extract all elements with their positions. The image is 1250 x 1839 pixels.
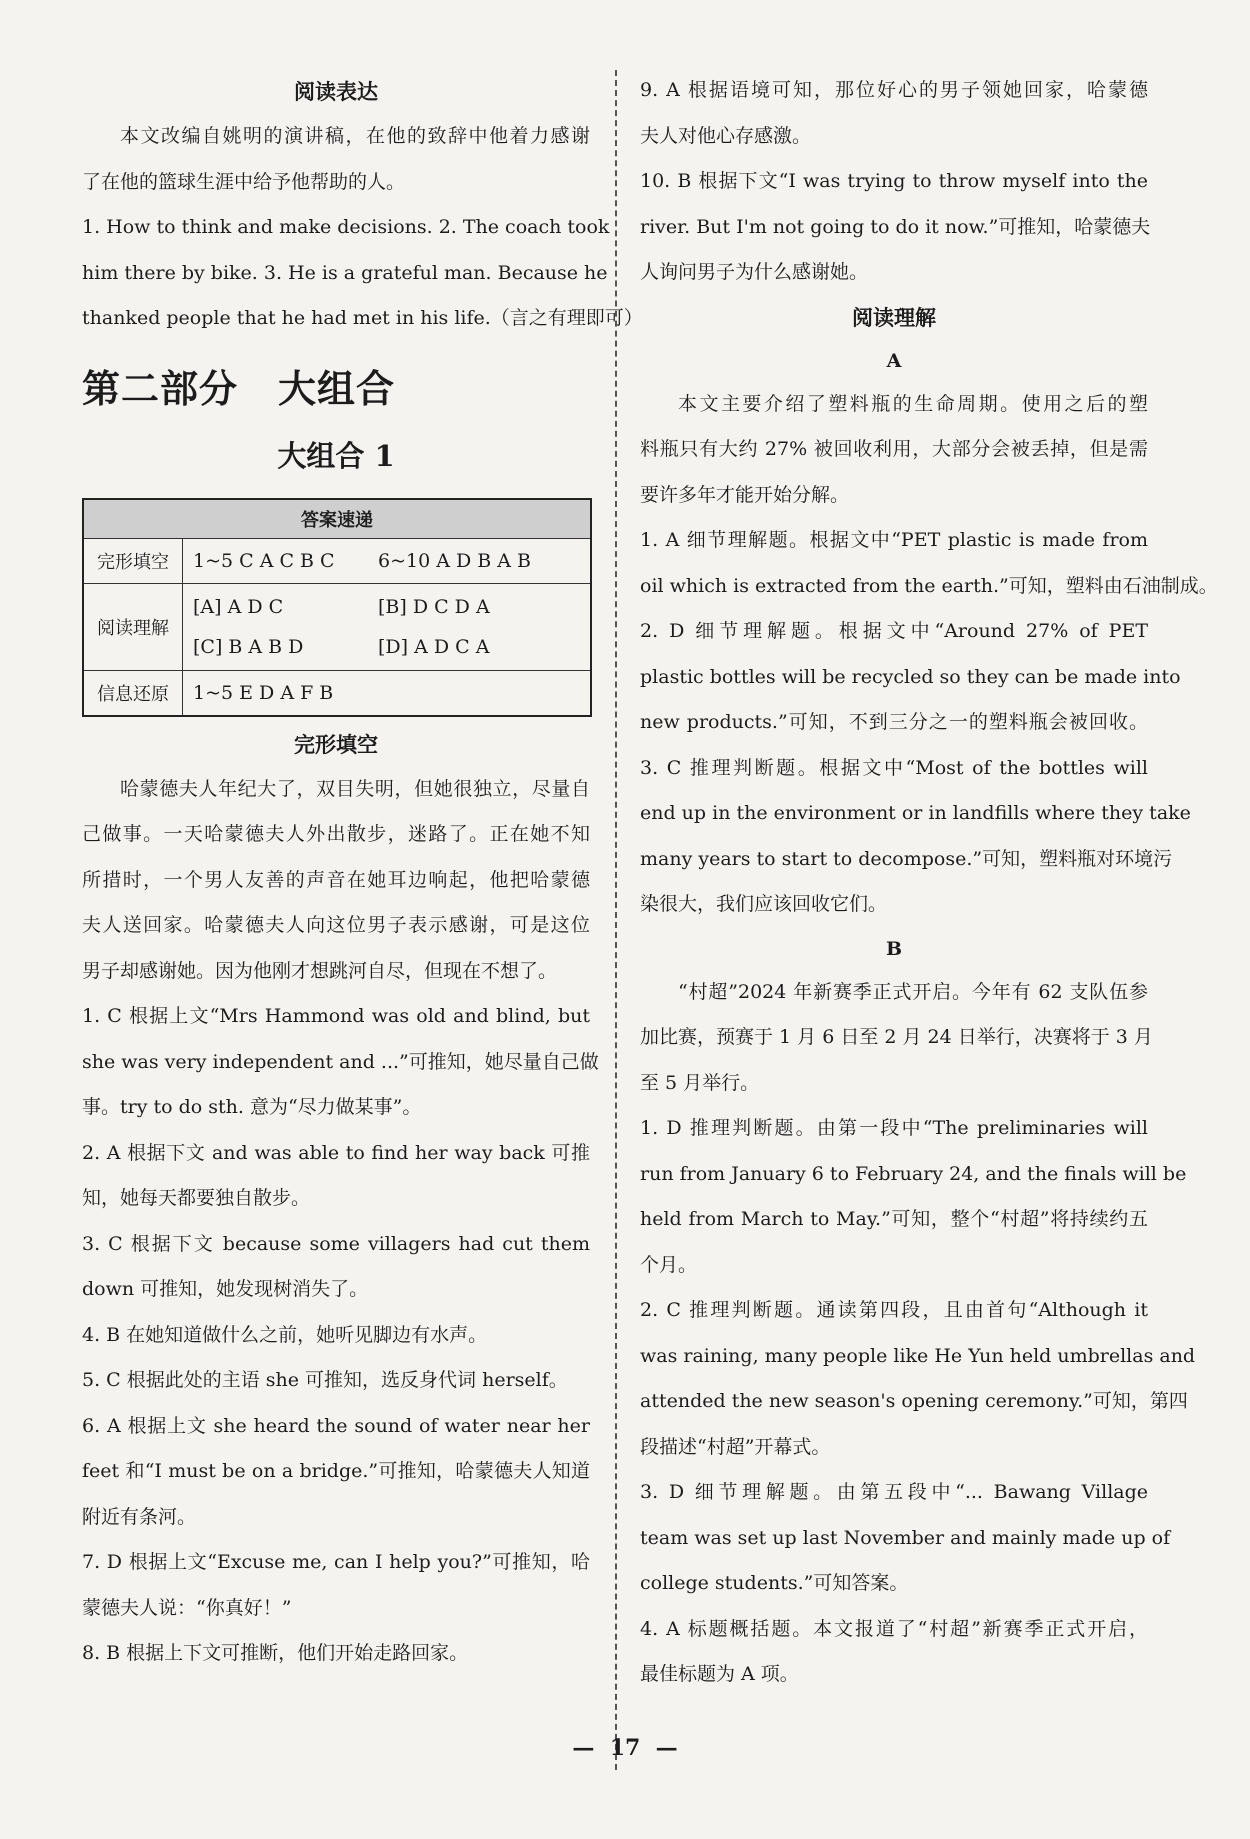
text-line: 本文改编自姚明的演讲稿，在他的致辞中他着力感谢: [120, 125, 590, 147]
text-line: attended the new season's opening ceremony.”可知，第四: [640, 1390, 1188, 1412]
column-divider: [615, 70, 617, 1770]
reading-express-title: 阅读表达: [294, 80, 378, 104]
text-line: team was set up last November and mainly made up of: [640, 1526, 1171, 1549]
text-line: 1. C 根据上文“Mrs Hammond was old and blind, but: [82, 1005, 590, 1027]
text-line: 2. C 推理判断题。通读第四段，且由首句“Although it: [640, 1299, 1148, 1321]
text-line: 段描述“村超”开幕式。: [640, 1435, 831, 1458]
text-line: 1. A 细节理解题。根据文中“PET plastic is made from: [640, 529, 1148, 551]
text-line: 了在他的篮球生涯中给予他帮助的人。: [82, 170, 406, 193]
text-line: him there by bike. 3. He is a grateful man. Because he: [82, 261, 608, 284]
group-title: 大组合 1: [277, 438, 395, 473]
right-column: [640, 70, 1218, 1698]
answer-value: 6~10 A D B A B: [378, 549, 531, 572]
text-line: 至 5 月举行。: [640, 1071, 760, 1094]
answer-value: [A] A D C: [193, 595, 284, 618]
answer-table: [82, 498, 592, 717]
answer-category: 信息还原: [83, 670, 183, 716]
text-line: new products.”可知，不到三分之一的塑料瓶会被回收。: [640, 711, 1148, 733]
reading-express-body: [82, 114, 643, 342]
text-line: run from January 6 to February 24, and the finals will be: [640, 1162, 1187, 1185]
text-line: 9. A 根据语境可知，那位好心的男子领她回家，哈蒙德: [640, 79, 1148, 101]
cloze-title: 完形填空: [294, 732, 378, 757]
answer-value: [D] A D C A: [378, 635, 490, 658]
answer-category: 阅读理解: [83, 583, 183, 670]
text-line: 知，她每天都要独自散步。: [82, 1187, 311, 1209]
text-line: 夫人送回家。哈蒙德夫人向这位男子表示感谢，可是这位: [82, 914, 590, 936]
text-line: 附近有条河。: [82, 1505, 197, 1528]
text-line: 料瓶只有大约 27% 被回收利用，大部分会被丢掉，但是需: [640, 438, 1148, 460]
text-line: 1. How to think and make decisions. 2. The coach took: [82, 216, 610, 238]
text-line: 最佳标题为 A 项。: [640, 1663, 799, 1685]
cloze-continued: [640, 68, 1151, 296]
text-line: 7. D 根据上文“Excuse me, can I help you?”可推知，哈: [82, 1551, 590, 1573]
cloze-body: [82, 767, 599, 1677]
section-b-body: [640, 970, 1196, 1698]
text-line: 染很大，我们应该回收它们。: [640, 893, 888, 915]
text-line: 3. C 根据下文 because some villagers had cut them: [82, 1232, 590, 1255]
text-line: 事。try to do sth. 意为“尽力做某事”。: [82, 1096, 422, 1118]
text-line: end up in the environment or in landfills where they take: [640, 802, 1191, 824]
text-line: 2. D 细节理解题。根据文中“Around 27% of PET: [640, 620, 1148, 642]
answer-value: [C] B A B D: [193, 635, 304, 658]
text-line: 4. B 在她知道做什么之前，她听见脚边有水声。: [82, 1323, 488, 1346]
text-line: 3. C 推理判断题。根据文中“Most of the bottles will: [640, 756, 1148, 779]
text-line: held from March to May.”可知，整个“村超”将持续约五: [640, 1208, 1148, 1230]
text-line: 己做事。一天哈蒙德夫人外出散步，迷路了。正在她不知: [82, 823, 590, 845]
text-line: 所措时，一个男人友善的声音在她耳边响起，他把哈蒙德: [82, 868, 590, 891]
text-line: thanked people that he had met in his life.（言之有理即可）: [82, 307, 643, 329]
text-line: plastic bottles will be recycled so they can be made into: [640, 665, 1181, 688]
text-line: 要许多年才能开始分解。: [640, 483, 850, 506]
text-line: 人询问男子为什么感谢她。: [640, 261, 869, 283]
text-line: feet 和“I must be on a bridge.”可推知，哈蒙德夫人知道: [82, 1460, 590, 1482]
text-line: 5. C 根据此处的主语 she 可推知，选反身代词 herself。: [82, 1369, 568, 1391]
left-column: [82, 70, 643, 1677]
text-line: river. But I'm not going to do it now.”可推知，哈蒙德夫: [640, 215, 1151, 238]
text-line: 10. B 根据下文“I was trying to throw myself into the: [640, 170, 1148, 192]
text-line: 本文主要介绍了塑料瓶的生命周期。使用之后的塑: [678, 392, 1148, 415]
text-line: down 可推知，她发现树消失了。: [82, 1278, 369, 1300]
section-a-body: [640, 382, 1218, 928]
text-line: 6. A 根据上文 she heard the sound of water near her: [82, 1414, 590, 1437]
answer-table-header: 答案速递: [83, 499, 591, 539]
answer-category: 完形填空: [83, 538, 183, 583]
part-title: [82, 356, 590, 422]
text-line: 2. A 根据下文 and was able to find her way back 可推: [82, 1141, 590, 1164]
answer-value: 1~5 E D A F B: [183, 670, 592, 716]
text-line: 1. D 推理判断题。由第一段中“The preliminaries will: [640, 1117, 1148, 1139]
answer-value: [B] D C D A: [378, 595, 490, 618]
text-line: many years to start to decompose.”可知，塑料瓶对环境污: [640, 847, 1173, 870]
text-line: was raining, many people like He Yun held umbrellas and: [640, 1344, 1196, 1367]
text-line: 4. A 标题概括题。本文报道了“村超”新赛季正式开启，: [640, 1617, 1148, 1640]
text-line: she was very independent and ...”可推知，她尽量自己做: [82, 1050, 599, 1073]
text-line: 哈蒙德夫人年纪大了，双目失明，但她很独立，尽量自: [120, 777, 590, 800]
text-line: oil which is extracted from the earth.”可知，塑料由石油制成。: [640, 574, 1218, 597]
text-line: 夫人对他心存感激。: [640, 124, 812, 147]
page-number: — 17 —: [572, 1735, 678, 1761]
text-line: 男子却感谢她。因为他刚才想跳河自尽，但现在不想了。: [82, 959, 558, 982]
section-a-label: A: [886, 349, 902, 372]
text-line: 3. D 细节理解题。由第五段中“... Bawang Village: [640, 1481, 1148, 1503]
part-title-sub: 大组合: [278, 366, 396, 411]
section-b-label: B: [885, 937, 903, 960]
reading-title: 阅读理解: [852, 305, 936, 330]
text-line: 个月。: [640, 1253, 698, 1276]
answer-value: 1~5 C A C B C: [193, 549, 335, 572]
page-number-value: 17: [609, 1735, 641, 1761]
text-line: 8. B 根据上下文可推断，他们开始走路回家。: [82, 1642, 469, 1664]
text-line: 加比赛，预赛于 1 月 6 日至 2 月 24 日举行，决赛将于 3 月: [640, 1026, 1153, 1048]
text-line: college students.”可知答案。: [640, 1572, 909, 1594]
text-line: 蒙德夫人说：“你真好！”: [82, 1596, 292, 1619]
part-title-main: 第二部分: [82, 366, 239, 411]
text-line: “村超”2024 年新赛季正式开启。今年有 62 支队伍参: [678, 980, 1148, 1003]
